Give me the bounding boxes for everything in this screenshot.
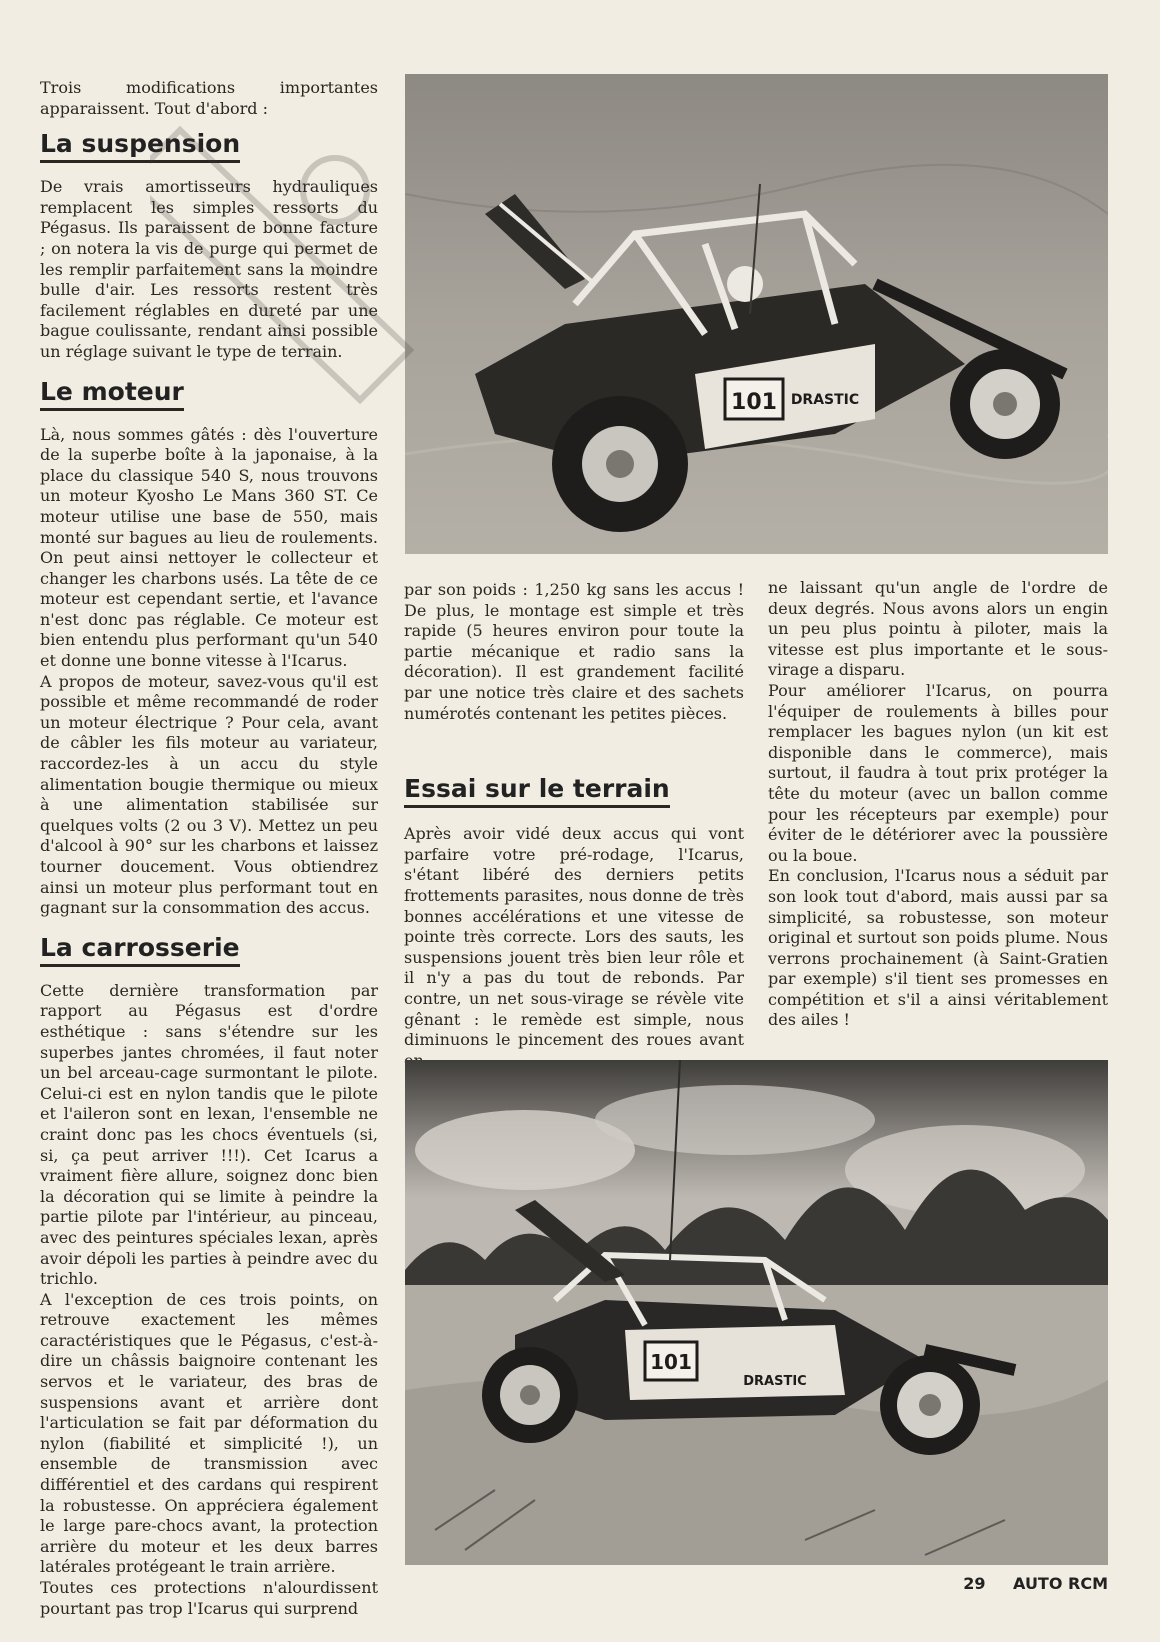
heading-carrosserie: La carrosserie: [40, 933, 240, 967]
terrain-paragraph: Après avoir vidé deux accus qui vont parfaire votre pré-rodage, l'Icarus, s'étant libéré des derniers petits frottements parasites, nous donne de très bonnes accélérations et une vitesse de pointe très correcte. Lors des sauts, les suspensions jouent très bien leur rôle et il n'y a pas du tout de rebonds. Par contre, un net sous-virage se révèle vite gênant : le remède est simple, nous diminuons le pincement des roues avant: [404, 824, 744, 1050]
column3-paragraph-3: En conclusion, l'Icarus nous a séduit par son look tout d'abord, mais aussi par sa simplicité, sa robustesse, son moteur original et surtout son poids plume. Nous verrons prochainement (à Saint-Gratien par exemple) s'il tient ses promesses en compétition et s'il a ainsi véritablement des ailes !: [768, 866, 1108, 1030]
moteur-paragraph-2: A propos de moteur, savez-vous qu'il est possible et même recommandé de roder un moteur électrique ? Pour cela, avant de câbler les fils moteur au variateur, raccordez-les à un accu du style alimentation bougie thermique ou mieux à une alimentation stabilisée sur quelques volts (2 ou 3 V). Mettez un peu d'alcool à 90° sur les charbons et laissez tourner doucement. Vous obtiendrez ainsi un moteur plus performant tout en gagnant sur la consommation des accus.: [40, 671, 378, 918]
page-footer: [941, 1574, 1108, 1593]
column-3: [768, 578, 1108, 1031]
car-brand-2: DRASTIC: [743, 1374, 807, 1389]
photo-car-jumping: [405, 74, 1108, 554]
column-1: [40, 78, 378, 1619]
magazine-name: AUTO RCM: [1013, 1574, 1108, 1593]
car-brand-1: DRASTIC: [790, 392, 860, 408]
carrosserie-paragraph-2: A l'exception de ces trois points, on retrouve exactement les mêmes caractéristiques que le Pégasus, c'est-à-dire un châssis baignoire contenant les servos et le variateur, des bras de suspensions avant et arrière dont l'articulation se fait par déformation du nylon (fiabilité et simplicité !), un ensemble de transmission avec différentiel et des cardans qui respirent la robustesse. On appréciera également le large pare-chocs avant, la protection arrière du moteur et les deux barres latérales protégeant le train arrière.: [40, 1289, 378, 1577]
heading-moteur: Le moteur: [40, 377, 184, 411]
suspension-paragraph: De vrais amortisseurs hydrauliques remplacent les simples ressorts du Pégasus. Ils paraissent de bonne facture ; on notera la vis de purge qui permet de les remplir parfaitement sans la moindre bulle d'air. Les ressorts restent très facilement réglables en dureté par une bague coulissante, rendant ainsi possible un réglage suivant le type de terrain.: [40, 177, 378, 361]
column-2: [404, 580, 744, 1071]
car-landscape-illustration: [405, 1060, 1108, 1565]
car-jumping-illustration: [405, 74, 1108, 554]
column2-lead-paragraph: par son poids : 1,250 kg sans les accus ! De plus, le montage est simple et très rapide (5 heures environ pour toute la partie mécanique et radio sans la décoration). Il est grandement facilité par une notice très claire et des sachets numérotés contenant les petites pièces.: [404, 580, 744, 723]
car-number-1: 101: [731, 390, 777, 415]
intro-text: Trois modifications importantes apparaissent. Tout d'abord :: [40, 78, 378, 118]
column3-paragraph-1: ne laissant qu'un angle de l'ordre de deux degrés. Nous avons alors un engin un peu plus pointu à piloter, mais la vitesse est plus importante et le sous-virage a disparu.: [768, 578, 1108, 680]
heading-terrain: Essai sur le terrain: [404, 774, 670, 808]
photo-car-landscape: [405, 1060, 1108, 1565]
column3-paragraph-2: Pour améliorer l'Icarus, on pourra l'équiper de roulements à billes pour remplacer les bagues nylon (un kit est disponible dans le commerce), mais surtout, il faudra à tout prix protéger la tête du moteur (avec un ballon comme pour les récepteurs par exemple) pour éviter de le détériorer avec la poussière ou la boue.: [768, 680, 1108, 865]
page-number: 29: [963, 1574, 986, 1593]
moteur-paragraph-1: Là, nous sommes gâtés : dès l'ouverture de la superbe boîte à la japonaise, à la place du classique 540 S, nous trouvons un moteur Kyosho Le Mans 360 ST. Ce moteur utilise une base de 550, mais monté sur bagues au lieu de roulements. On peut ainsi nettoyer le collecteur et changer les charbons usés. La tête de ce moteur est cependant sertie, et l'avance n'est donc pas réglable. Ce moteur est bien entendu plus performant qu'un 540 et donne une bonne vitesse à l'Icarus.: [40, 424, 378, 671]
carrosserie-paragraph-3: Toutes ces protections n'alourdissent pourtant pas trop l'Icarus qui surprend: [40, 1578, 378, 1618]
heading-suspension: La suspension: [40, 129, 240, 163]
car-number-2: 101: [650, 1350, 692, 1374]
carrosserie-paragraph-1: Cette dernière transformation par rapport au Pégasus est d'ordre esthétique : sans s'étendre sur les superbes jantes chromées, il faut noter un bel arceau-cage surmontant le pilote. Celui-ci est en nylon tandis que le pilote et l'aileron sont en lexan, l'ensemble ne craint donc pas les chocs éventuels (si, si, ça peut arriver !!!). Cet Icarus a vraiment fière allure, soignez donc bien la décoration qui se limite à peindre la partie pilote par l'intérieur, au pinceau, avec des peintures spéciales lexan, après avoir dépoli les parties à peindre avec du trichlo.: [40, 980, 378, 1289]
